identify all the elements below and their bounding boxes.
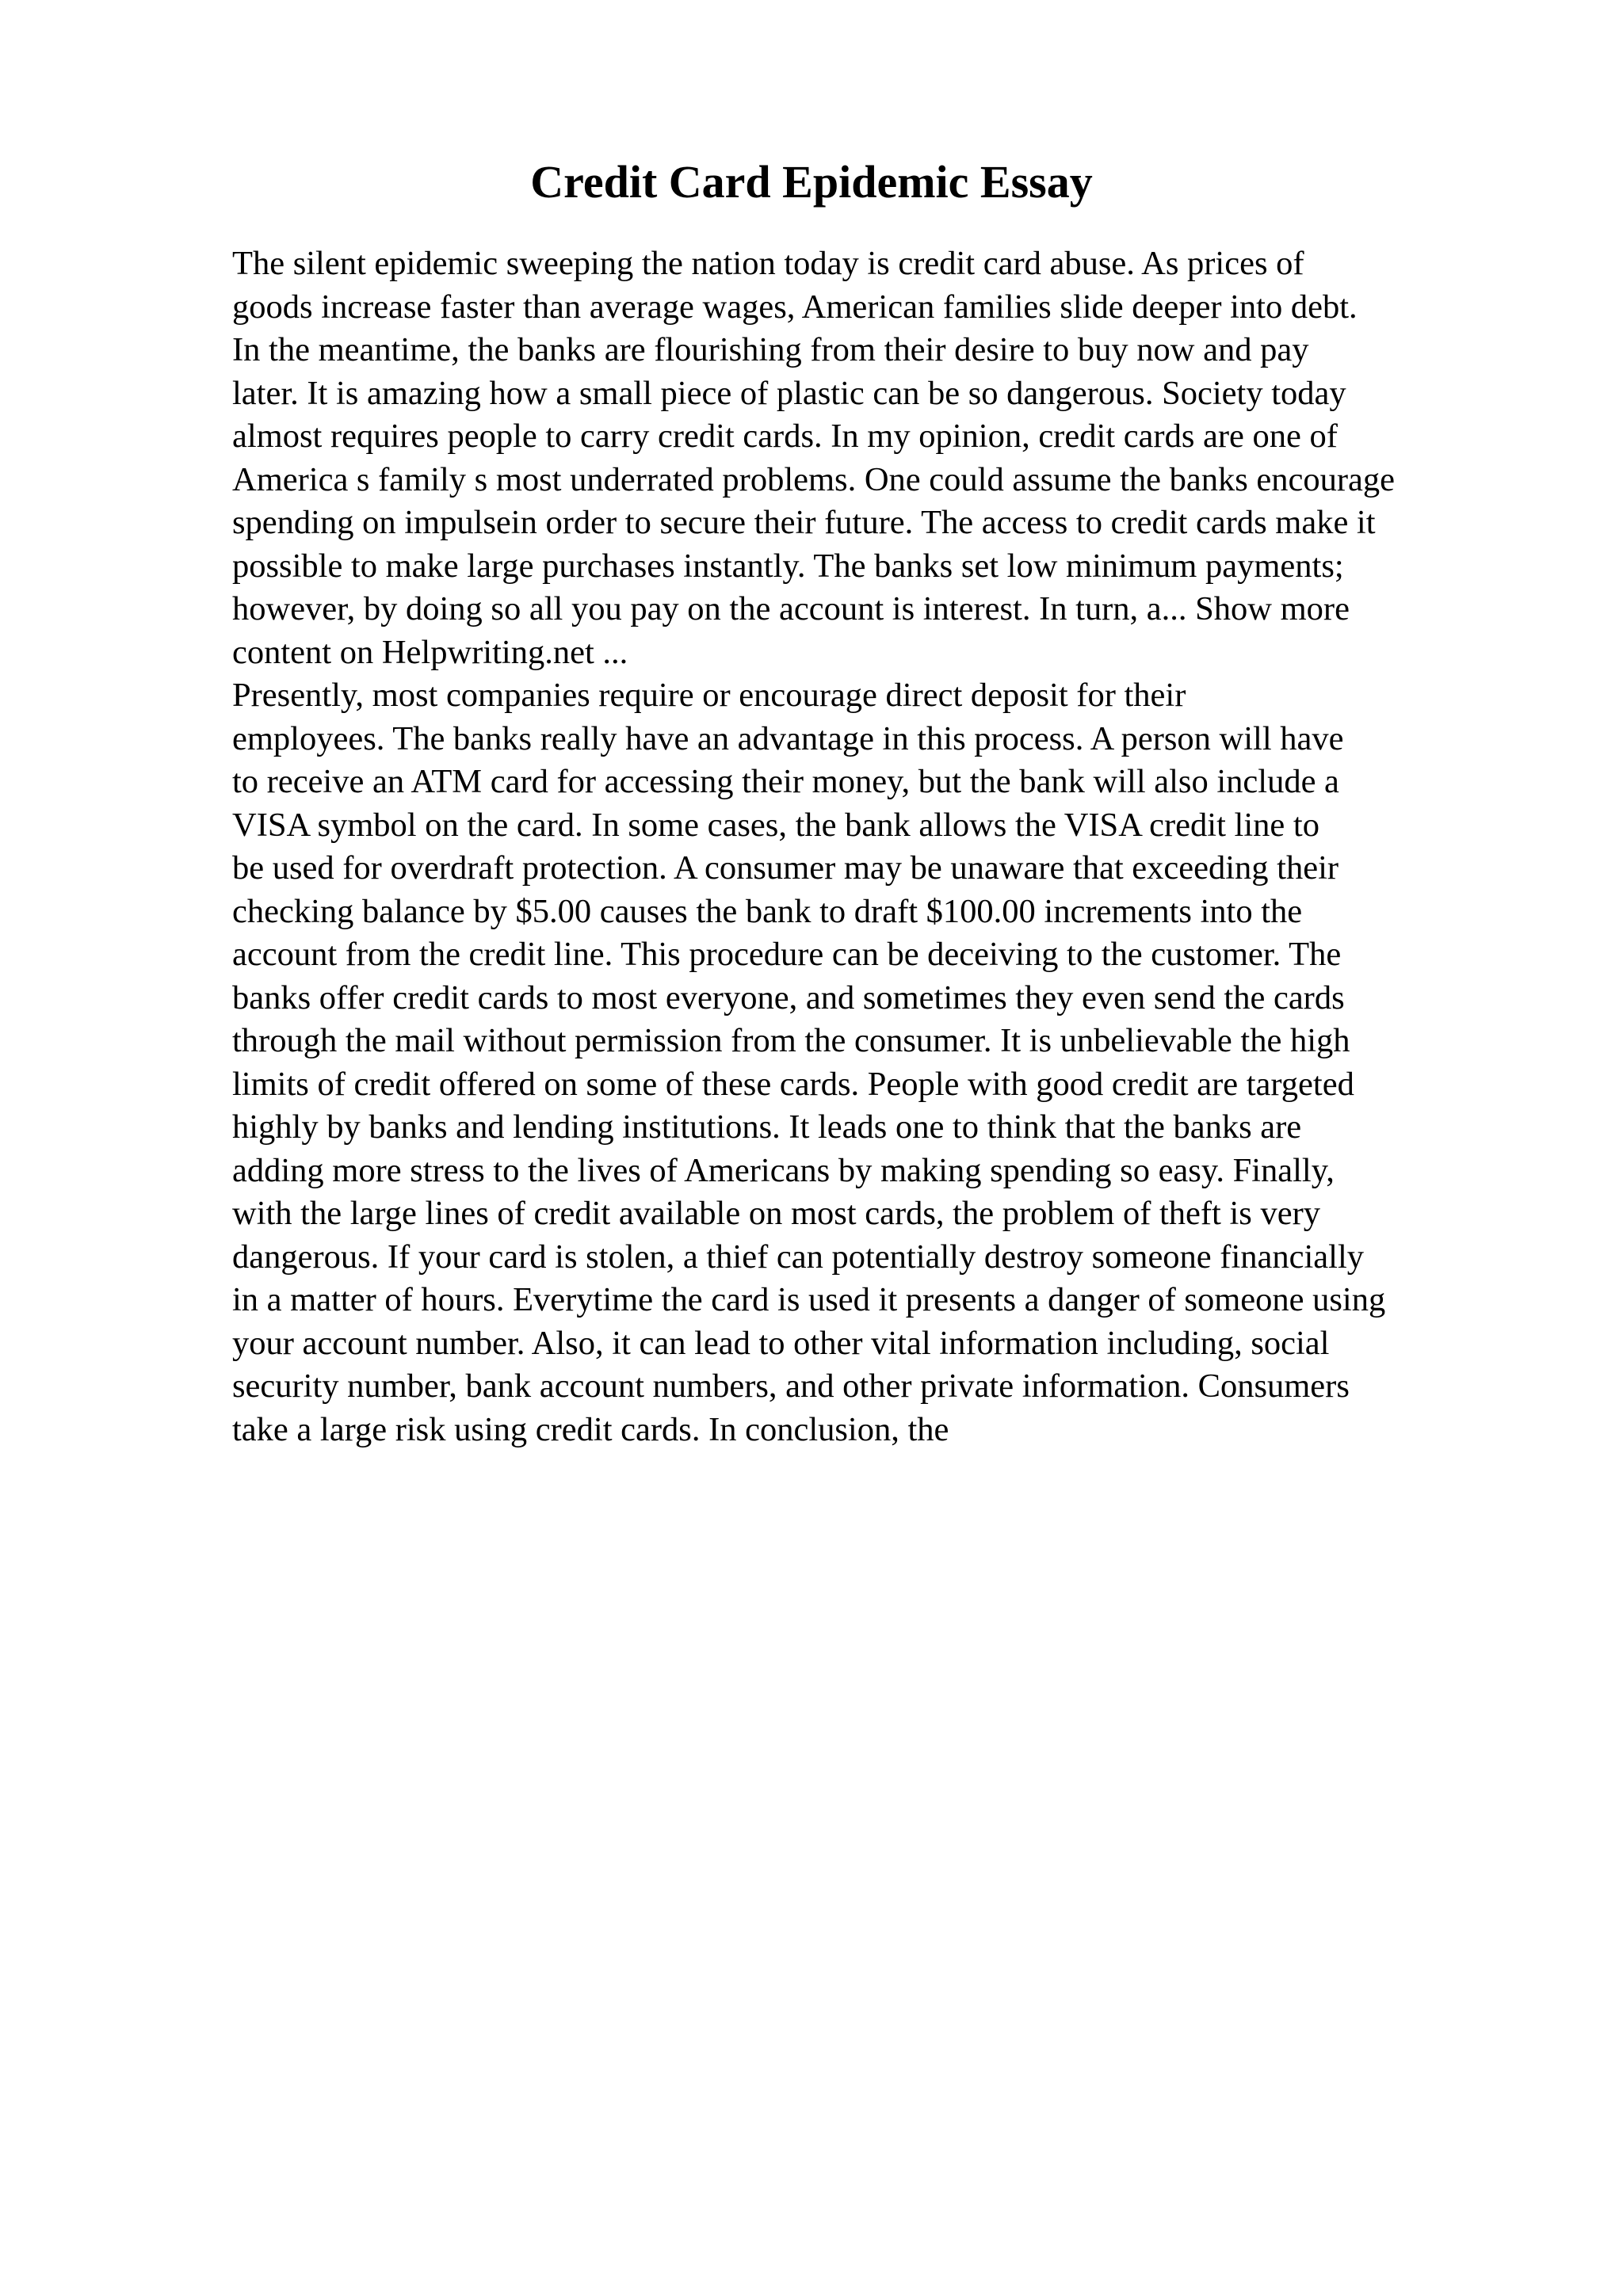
text-line: In the meantime, the banks are flourishing from their desire to buy now and pay — [232, 331, 1309, 368]
text-line: take a large risk using credit cards. In conclusion, the — [232, 1410, 949, 1448]
text-line: possible to make large purchases instantly. The banks set low minimum payments; — [232, 547, 1344, 585]
text-line: VISA symbol on the card. In some cases, the bank allows the VISA credit line to — [232, 806, 1319, 844]
text-line: goods increase faster than average wages, American families slide deeper into debt. — [232, 288, 1358, 326]
text-line: limits of credit offered on some of these cards. People with good credit are targeted — [232, 1065, 1354, 1103]
text-line: to receive an ATM card for accessing their money, but the bank will also include a — [232, 763, 1339, 800]
text-line: in a matter of hours. Everytime the card is used it presents a danger of someone using — [232, 1281, 1386, 1318]
text-line: employees. The banks really have an advantage in this process. A person will have — [232, 719, 1344, 757]
text-line: The silent epidemic sweeping the nation today is credit card abuse. As prices of — [232, 245, 1304, 282]
text-line: however, by doing so all you pay on the account is interest. In turn, a... Show more — [232, 590, 1350, 627]
text-line: Presently, most companies require or encourage direct deposit for their — [232, 677, 1186, 714]
text-line: be used for overdraft protection. A consumer may be unaware that exceeding their — [232, 849, 1339, 887]
text-line: banks offer credit cards to most everyone, and sometimes they even send the cards — [232, 978, 1345, 1016]
text-line: almost requires people to carry credit cards. In my opinion, credit cards are one of — [232, 418, 1338, 455]
text-line: spending on impulsein order to secure their future. The access to credit cards make it — [232, 504, 1376, 541]
text-line: highly by banks and lending institutions. It leads one to think that the banks are — [232, 1108, 1302, 1146]
text-line: adding more stress to the lives of Americans by making spending so easy. Finally, — [232, 1151, 1335, 1189]
text-line: dangerous. If your card is stolen, a thief can potentially destroy someone financially — [232, 1238, 1365, 1276]
text-line: your account number. Also, it can lead to other vital information including, social — [232, 1324, 1330, 1362]
text-line: account from the credit line. This procedure can be deceiving to the customer. The — [232, 936, 1342, 973]
text-line: through the mail without permission from the consumer. It is unbelievable the high — [232, 1022, 1350, 1059]
text-line: content on Helpwriting.net ... — [232, 633, 628, 671]
text-line: security number, bank account numbers, and other private information. Consumers — [232, 1367, 1350, 1405]
text-line: later. It is amazing how a small piece of plastic can be so dangerous. Society today — [232, 374, 1346, 412]
text-line: with the large lines of credit available on most cards, the problem of theft is very — [232, 1195, 1320, 1232]
text-line: America s family s most underrated problems. One could assume the banks encourage — [232, 460, 1395, 498]
text-line: checking balance by $5.00 causes the bank to draft $100.00 increments into the — [232, 892, 1303, 930]
essay-body — [232, 242, 1516, 1451]
page-title: Credit Card Epidemic Essay — [530, 156, 1093, 208]
